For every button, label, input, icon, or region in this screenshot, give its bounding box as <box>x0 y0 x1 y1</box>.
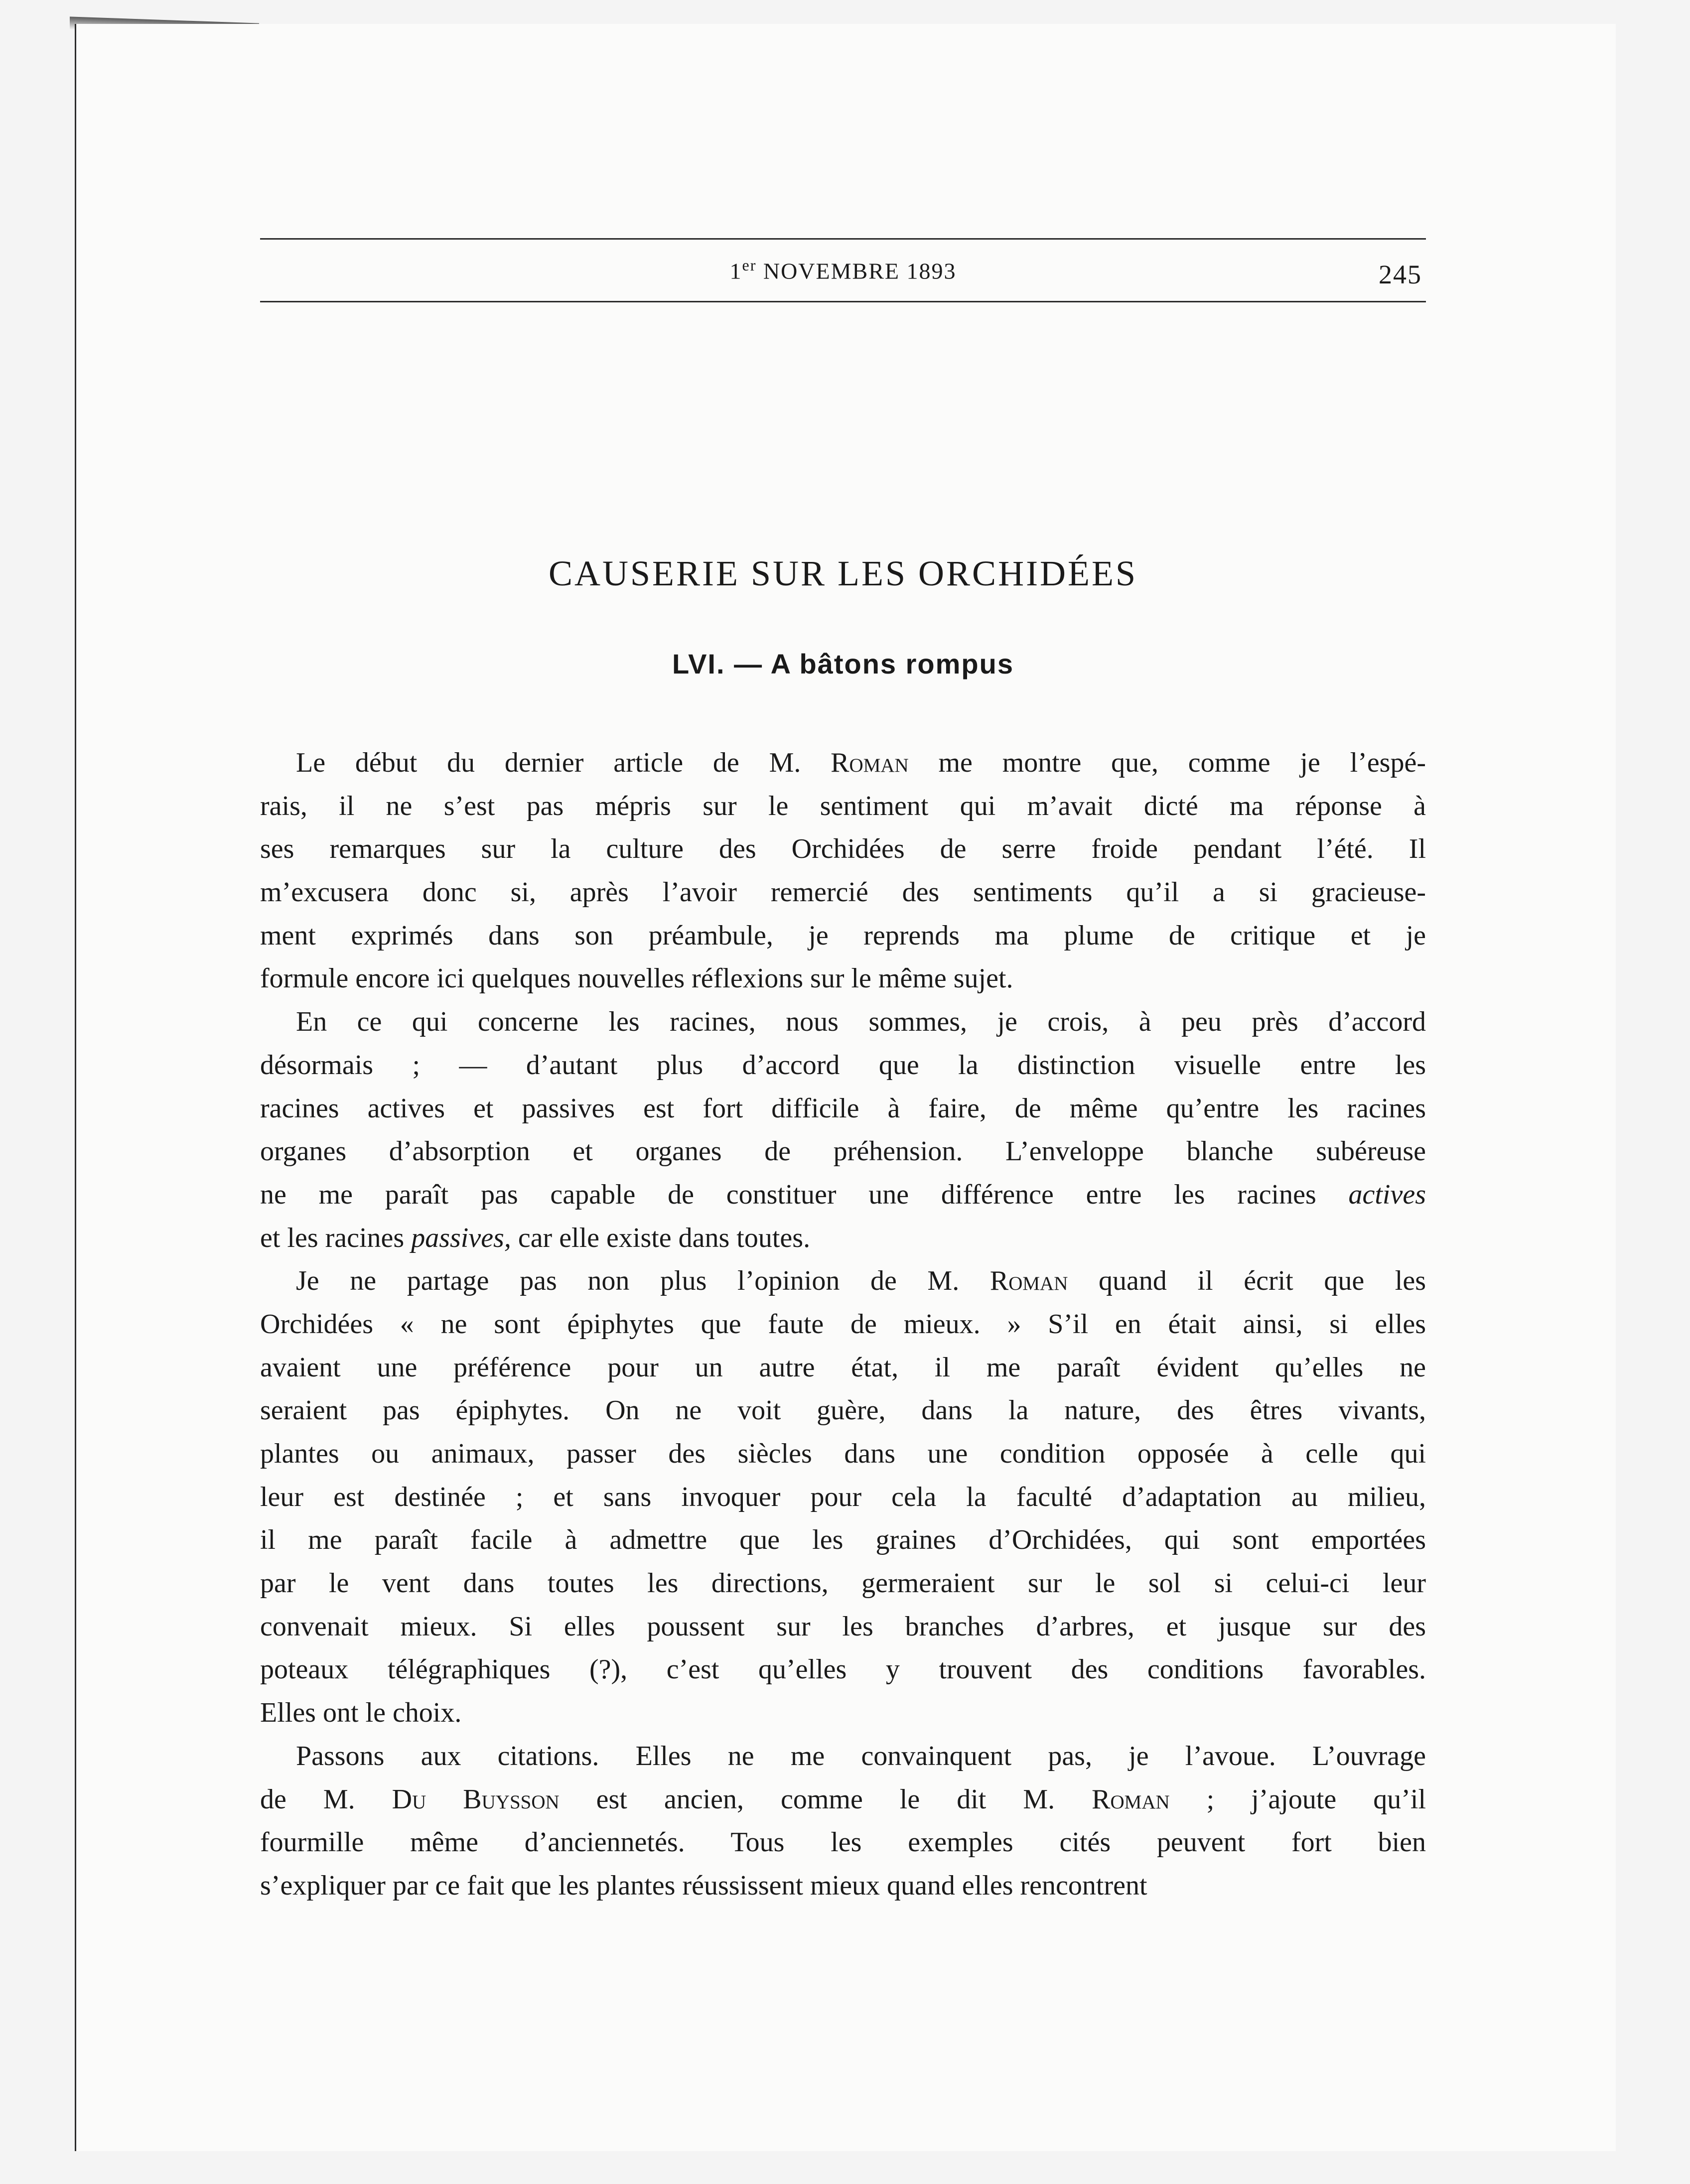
paragraph <box>260 1735 1426 1908</box>
text-line: il me paraît facile à admettre que les graines d’Orchidées, qui sont emportées <box>260 1524 1426 1556</box>
text-line: convenait mieux. Si elles poussent sur les branches d’arbres, et jusque sur des <box>260 1611 1426 1642</box>
header-rule-bottom <box>260 301 1426 302</box>
article-body <box>260 741 1426 1908</box>
text-line: de M. Du Buysson est ancien, comme le dit M. Roman ; j’ajoute qu’il <box>260 1783 1426 1815</box>
page-number: 245 <box>1379 260 1422 289</box>
text-line: ment exprimés dans son préambule, je reprends ma plume de critique et je <box>260 920 1426 951</box>
text-line: leur est destinée ; et sans invoquer pour cela la faculté d’adaptation au milieu, <box>260 1481 1426 1512</box>
text-line: formule encore ici quelques nouvelles réflexions sur le même sujet. <box>260 963 1013 994</box>
text-line: organes d’absorption et organes de préhension. L’enveloppe blanche subéreuse <box>260 1136 1426 1167</box>
text-line: par le vent dans toutes les directions, germeraient sur le sol si celui-ci leur <box>260 1568 1426 1599</box>
text-line: Le début du dernier article de M. Roman me montre que, comme je l’espé- <box>296 747 1426 778</box>
text-line: poteaux télégraphiques (?), c’est qu’elles y trouvent des conditions favorables. <box>260 1654 1426 1685</box>
article-title: CAUSERIE SUR LES ORCHIDÉES <box>548 553 1138 593</box>
paragraph <box>260 741 1426 1000</box>
text-line: ses remarques sur la culture des Orchidées de serre froide pendant l’été. Il <box>260 833 1426 865</box>
running-head-date: 1er NOVEMBRE 1893 <box>729 256 957 284</box>
text-line: ne me paraît pas capable de constituer une différence entre les racines actives <box>260 1179 1426 1210</box>
text-line: avaient une préférence pour un autre état, il me paraît évident qu’elles ne <box>260 1352 1426 1383</box>
header-rule-top <box>260 238 1426 240</box>
text-line: rais, il ne s’est pas mépris sur le sentiment qui m’avait dicté ma réponse à <box>260 790 1426 821</box>
paragraph <box>260 1000 1426 1259</box>
text-line: fourmille même d’anciennetés. Tous les exemples cités peuvent fort bien <box>260 1827 1426 1858</box>
running-head <box>260 252 1426 292</box>
text-line: racines actives et passives est fort difficile à faire, de même qu’entre les racines <box>260 1092 1426 1124</box>
text-line: m’excusera donc si, après l’avoir remercié des sentiments qu’il a si gracieuse- <box>260 877 1426 908</box>
text-line: s’expliquer par ce fait que les plantes réussissent mieux quand elles rencontrent <box>260 1870 1147 1901</box>
text-line: Passons aux citations. Elles ne me convainquent pas, je l’avoue. L’ouvrage <box>296 1740 1426 1772</box>
text-line: désormais ; — d’autant plus d’accord que la distinction visuelle entre les <box>260 1049 1426 1081</box>
text-line: En ce qui concerne les racines, nous sommes, je crois, à peu près d’accord <box>296 1006 1426 1038</box>
text-line: Orchidées « ne sont épiphytes que faute de mieux. » S’il en était ainsi, si elles <box>260 1308 1426 1340</box>
text-line: et les racines passives, car elle existe dans toutes. <box>260 1222 811 1253</box>
paragraph <box>260 1259 1426 1735</box>
section-title: LVI. — A bâtons rompus <box>672 648 1014 680</box>
text-line: seraient pas épiphytes. On ne voit guère, dans la nature, des êtres vivants, <box>260 1395 1426 1426</box>
text-line: Elles ont le choix. <box>260 1697 462 1729</box>
text-line: Je ne partage pas non plus l’opinion de M. Roman quand il écrit que les <box>296 1265 1426 1297</box>
text-line: plantes ou animaux, passer des siècles dans une condition opposée à celle qui <box>260 1438 1426 1469</box>
